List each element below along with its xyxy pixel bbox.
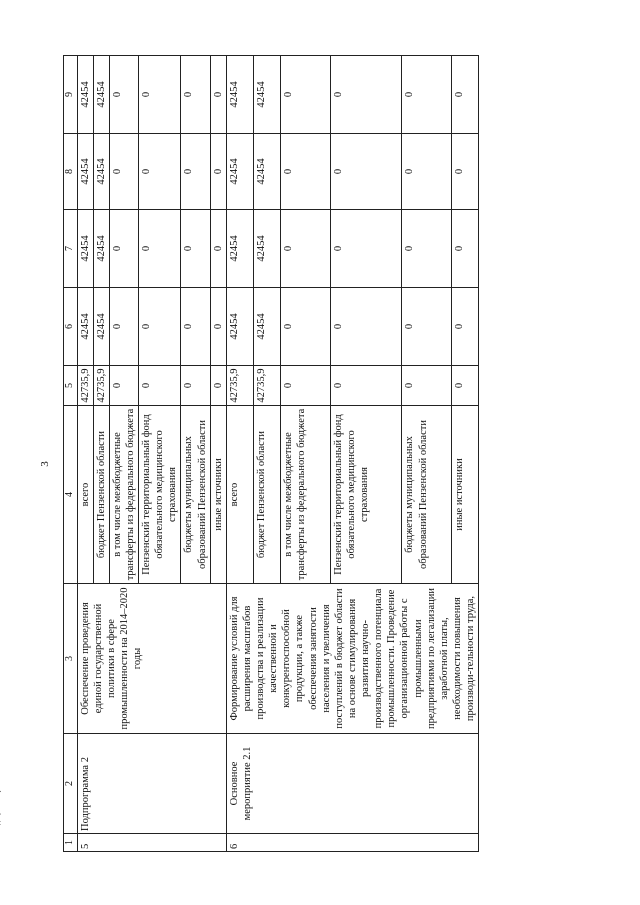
- value-cell: 0: [181, 288, 210, 366]
- value-cell: 0: [330, 134, 402, 210]
- source-label: бюджет Пензенской области: [254, 406, 281, 584]
- value-cell: 0: [330, 56, 402, 134]
- value-cell: 42735,9: [226, 366, 253, 406]
- value-cell: 0: [402, 210, 451, 288]
- col-header: 7: [64, 210, 78, 288]
- value-cell: 0: [139, 56, 181, 134]
- source-label: всего: [226, 406, 253, 584]
- footer-file-path: [0, 684, 2, 844]
- value-cell: 0: [109, 134, 138, 210]
- col-header: 2: [64, 734, 78, 834]
- value-cell: 0: [330, 288, 402, 366]
- value-cell: 0: [139, 134, 181, 210]
- col-header: 3: [64, 584, 78, 734]
- column-number-row: [64, 56, 78, 852]
- value-cell: 42454: [77, 288, 93, 366]
- value-cell: 42454: [254, 288, 281, 366]
- value-cell: 42454: [77, 134, 93, 210]
- value-cell: 0: [109, 56, 138, 134]
- source-label: Пензенский территориальный фонд обязательного медицинского страхования: [139, 406, 181, 584]
- value-cell: 0: [402, 56, 451, 134]
- table-row: [77, 56, 93, 852]
- col-header: 5: [64, 366, 78, 406]
- value-cell: 0: [181, 56, 210, 134]
- value-cell: 0: [210, 134, 226, 210]
- value-cell: 42735,9: [77, 366, 93, 406]
- page-number: 3: [39, 461, 51, 467]
- value-cell: 0: [402, 366, 451, 406]
- row-number: 5: [77, 834, 226, 852]
- value-cell: 42454: [93, 288, 109, 366]
- source-label: бюджеты муниципальных образований Пензенской области: [402, 406, 451, 584]
- source-label: бюджеты муниципальных образований Пензенской области: [181, 406, 210, 584]
- value-cell: 42454: [226, 210, 253, 288]
- value-cell: 0: [139, 210, 181, 288]
- value-cell: 42454: [254, 134, 281, 210]
- row-number: 6: [226, 834, 478, 852]
- value-cell: 0: [330, 210, 402, 288]
- value-cell: 42454: [77, 210, 93, 288]
- value-cell: 0: [109, 210, 138, 288]
- value-cell: 42735,9: [93, 366, 109, 406]
- value-cell: 0: [330, 366, 402, 406]
- value-cell: 0: [181, 366, 210, 406]
- value-cell: 42454: [93, 56, 109, 134]
- value-cell: 0: [281, 288, 330, 366]
- value-cell: 0: [451, 366, 478, 406]
- value-cell: 0: [139, 366, 181, 406]
- source-label: Пензенский территориальный фонд обязательного медицинского страхования: [330, 406, 402, 584]
- value-cell: 42454: [254, 210, 281, 288]
- value-cell: 42454: [254, 56, 281, 134]
- col-header: 6: [64, 288, 78, 366]
- value-cell: 42454: [226, 288, 253, 366]
- program-description: Формирование условий для расширения масштабов производства и реализации качественной и конкурентоспособной продукции, а также обеспечения занятости населения и увеличения поступлений в бюджет области на основе стимулирования развития научно-производственного потенциала промышленности. Проведение организационной работы с промышленными предприятиями по легализации заработной платы, необходимости повышения производи-тельности труда,: [226, 584, 478, 734]
- value-cell: 0: [181, 134, 210, 210]
- col-header: 4: [64, 406, 78, 584]
- value-cell: 42454: [226, 56, 253, 134]
- source-label: бюджет Пензенской области: [93, 406, 109, 584]
- rotated-table-area: [63, 56, 476, 852]
- value-cell: 0: [210, 288, 226, 366]
- value-cell: 0: [402, 288, 451, 366]
- table-container: [63, 56, 476, 852]
- value-cell: 0: [451, 288, 478, 366]
- program-name: Основное мероприятие 2.1: [226, 734, 478, 834]
- value-cell: 42454: [93, 210, 109, 288]
- value-cell: 0: [109, 288, 138, 366]
- value-cell: 0: [210, 210, 226, 288]
- source-label: в том числе межбюджетные трансферты из федерального бюджета: [281, 406, 330, 584]
- value-cell: 42454: [77, 56, 93, 134]
- col-header: 8: [64, 134, 78, 210]
- col-header: 9: [64, 56, 78, 134]
- value-cell: 0: [210, 366, 226, 406]
- source-label: иные источники: [210, 406, 226, 584]
- table-row: [226, 56, 253, 852]
- budget-table: [63, 55, 479, 852]
- value-cell: 0: [402, 134, 451, 210]
- source-label: в том числе межбюджетные трансферты из федерального бюджета: [109, 406, 138, 584]
- value-cell: 42735,9: [254, 366, 281, 406]
- value-cell: 0: [451, 56, 478, 134]
- value-cell: 0: [181, 210, 210, 288]
- value-cell: 42454: [226, 134, 253, 210]
- value-cell: 0: [281, 134, 330, 210]
- value-cell: 0: [139, 288, 181, 366]
- value-cell: 42454: [93, 134, 109, 210]
- program-name: Подпрограмма 2: [77, 734, 226, 834]
- value-cell: 0: [210, 56, 226, 134]
- value-cell: 0: [281, 366, 330, 406]
- value-cell: 0: [281, 210, 330, 288]
- value-cell: 0: [451, 134, 478, 210]
- value-cell: 0: [451, 210, 478, 288]
- value-cell: 0: [109, 366, 138, 406]
- source-label: всего: [77, 406, 93, 584]
- program-description: Обеспечение проведения единой государственной политики в сфере промышленности на 2014–2020 годы: [77, 584, 226, 734]
- source-label: иные источники: [451, 406, 478, 584]
- col-header: 1: [64, 834, 78, 852]
- value-cell: 0: [281, 56, 330, 134]
